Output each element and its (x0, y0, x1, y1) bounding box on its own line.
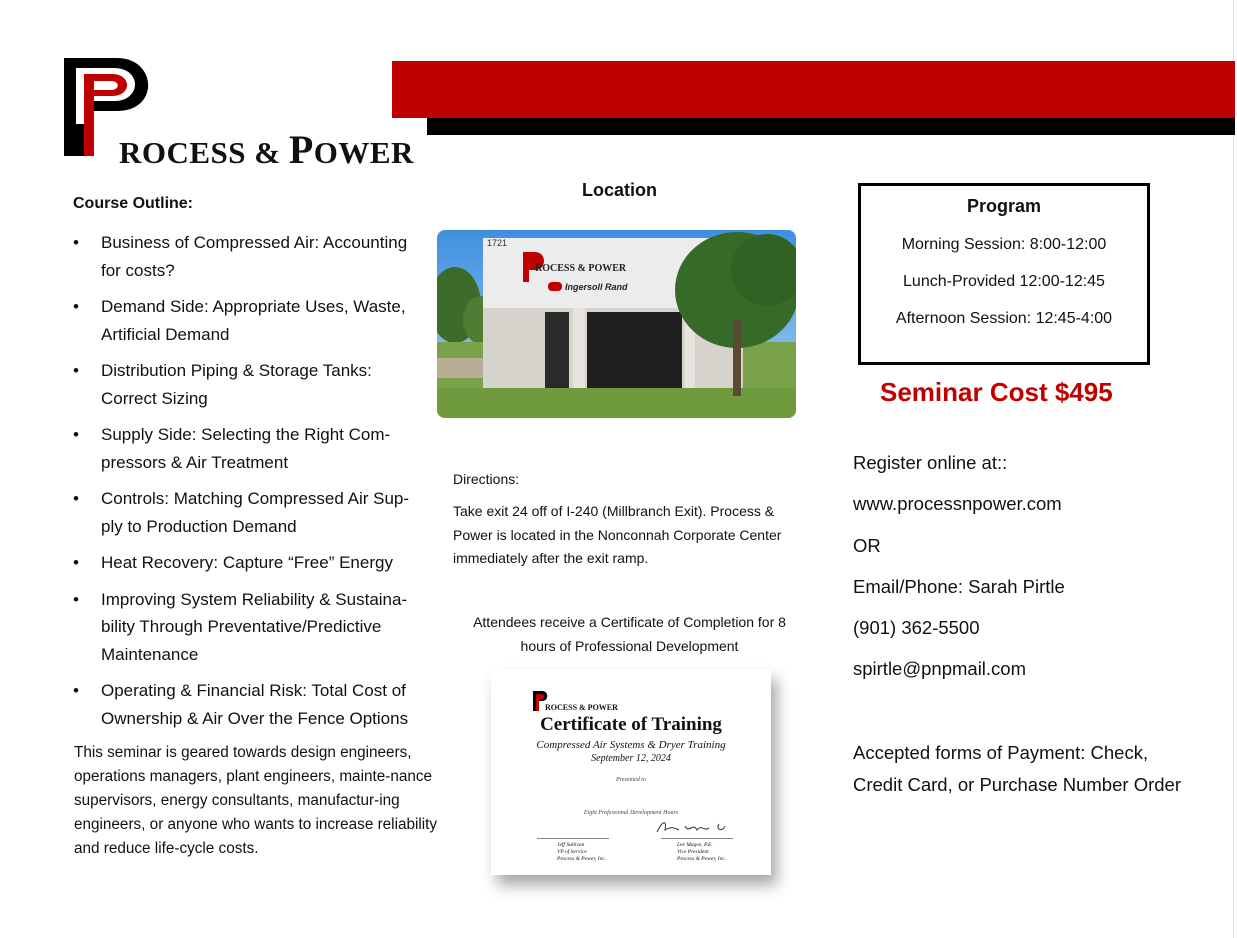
certificate-subtitle: Compressed Air Systems & Dryer Training (536, 739, 726, 751)
register-or: OR (853, 535, 881, 556)
process-power-logo (62, 56, 414, 172)
page-edge-line (1233, 0, 1234, 938)
register-email-link[interactable]: spirtle@pnpmail.com (853, 658, 1027, 679)
outline-item: • Distribution Piping & Storage Tanks: Correct Sizing (73, 357, 418, 412)
building-sign-partner: Ingersoll Rand (565, 282, 628, 292)
logo-wordmark: ROCESS & POWER (118, 127, 414, 172)
certificate-presented: Presented to (616, 777, 646, 783)
program-session: Afternoon Session: 12:45-4:00 (895, 310, 1113, 327)
register-phone: (901) 362-5500 (853, 617, 980, 638)
outline-item: • Supply Side: Selecting the Right Com-pressors & Air Treatment (73, 421, 418, 476)
payment-forms: Accepted forms of Payment: Check, Credit Card, or Purchase Number Order (853, 742, 1181, 795)
seminar-cost: Seminar Cost $495 (880, 377, 1113, 407)
outline-item: • Business of Compressed Air: Accounting for costs? (73, 229, 418, 284)
outline-item: • Demand Side: Appropriate Uses, Waste, Artificial Demand (73, 293, 418, 348)
header-red-bar (392, 61, 1235, 118)
directions-label: Directions: (453, 471, 520, 487)
signature-mark (653, 816, 733, 838)
course-outline-list (73, 229, 418, 741)
outline-item: • Operating & Financial Risk: Total Cost of Ownership & Air Over the Fence Options (73, 677, 418, 732)
location-title: Location (582, 180, 657, 200)
program-box (858, 183, 1150, 365)
building-illustration (437, 230, 796, 418)
signature-line-left (537, 838, 609, 839)
outline-item: • Improving System Reliability & Sustaina-bility Through Preventative/Predictive Maintenance (73, 586, 418, 669)
certificate-hours: Eight Professional Development Hours (583, 810, 679, 816)
building-photo (437, 230, 796, 418)
signature-line-right (661, 838, 733, 839)
outline-item: • Controls: Matching Compressed Air Sup-ply to Production Demand (73, 485, 418, 540)
signer-right: Lee Magee, P.E. Vice President Process & Power, Inc. (677, 842, 727, 862)
seminar-audience-paragraph: This seminar is geared towards design engineers, operations managers, plant engineers, mainte-nance supervisors, energy consultants, manufactur-ing engineers, or anyone who wants to increase reliability and reduce life-cycle costs. (74, 744, 438, 857)
building-sign-brand: ROCESS & POWER (535, 263, 627, 274)
header-black-bar (427, 118, 1235, 135)
certificate-date: September 12, 2024 (591, 753, 671, 764)
program-title: Program (966, 196, 1042, 216)
outline-item: • Heat Recovery: Capture “Free” Energy (73, 549, 418, 577)
directions-text: Take exit 24 off of I-240 (Millbranch Exit). Process & Power is located in the Nonconnah Corporate Center immediately after the exit ramp. (453, 503, 782, 566)
attendees-note: Attendees receive a Certificate of Completion for 8 hours of Professional Development (473, 614, 786, 654)
signer-left: Jeff Sullivan VP of Service Process & Power, Inc. (557, 842, 607, 862)
certificate-title: Certificate of Training (540, 714, 722, 735)
certificate-logo-text: ROCESS & POWER (545, 703, 618, 712)
course-outline-title: Course Outline: (73, 195, 194, 212)
certificate-image (491, 669, 771, 875)
program-session: Morning Session: 8:00-12:00 (901, 236, 1107, 253)
building-number: 1721 (487, 238, 508, 248)
register-website-link[interactable]: www.processnpower.com (853, 493, 1062, 514)
register-heading: Register online at:: (853, 452, 1008, 473)
program-session: Lunch-Provided 12:00-12:45 (903, 273, 1105, 290)
register-contact: Email/Phone: Sarah Pirtle (853, 576, 1065, 597)
